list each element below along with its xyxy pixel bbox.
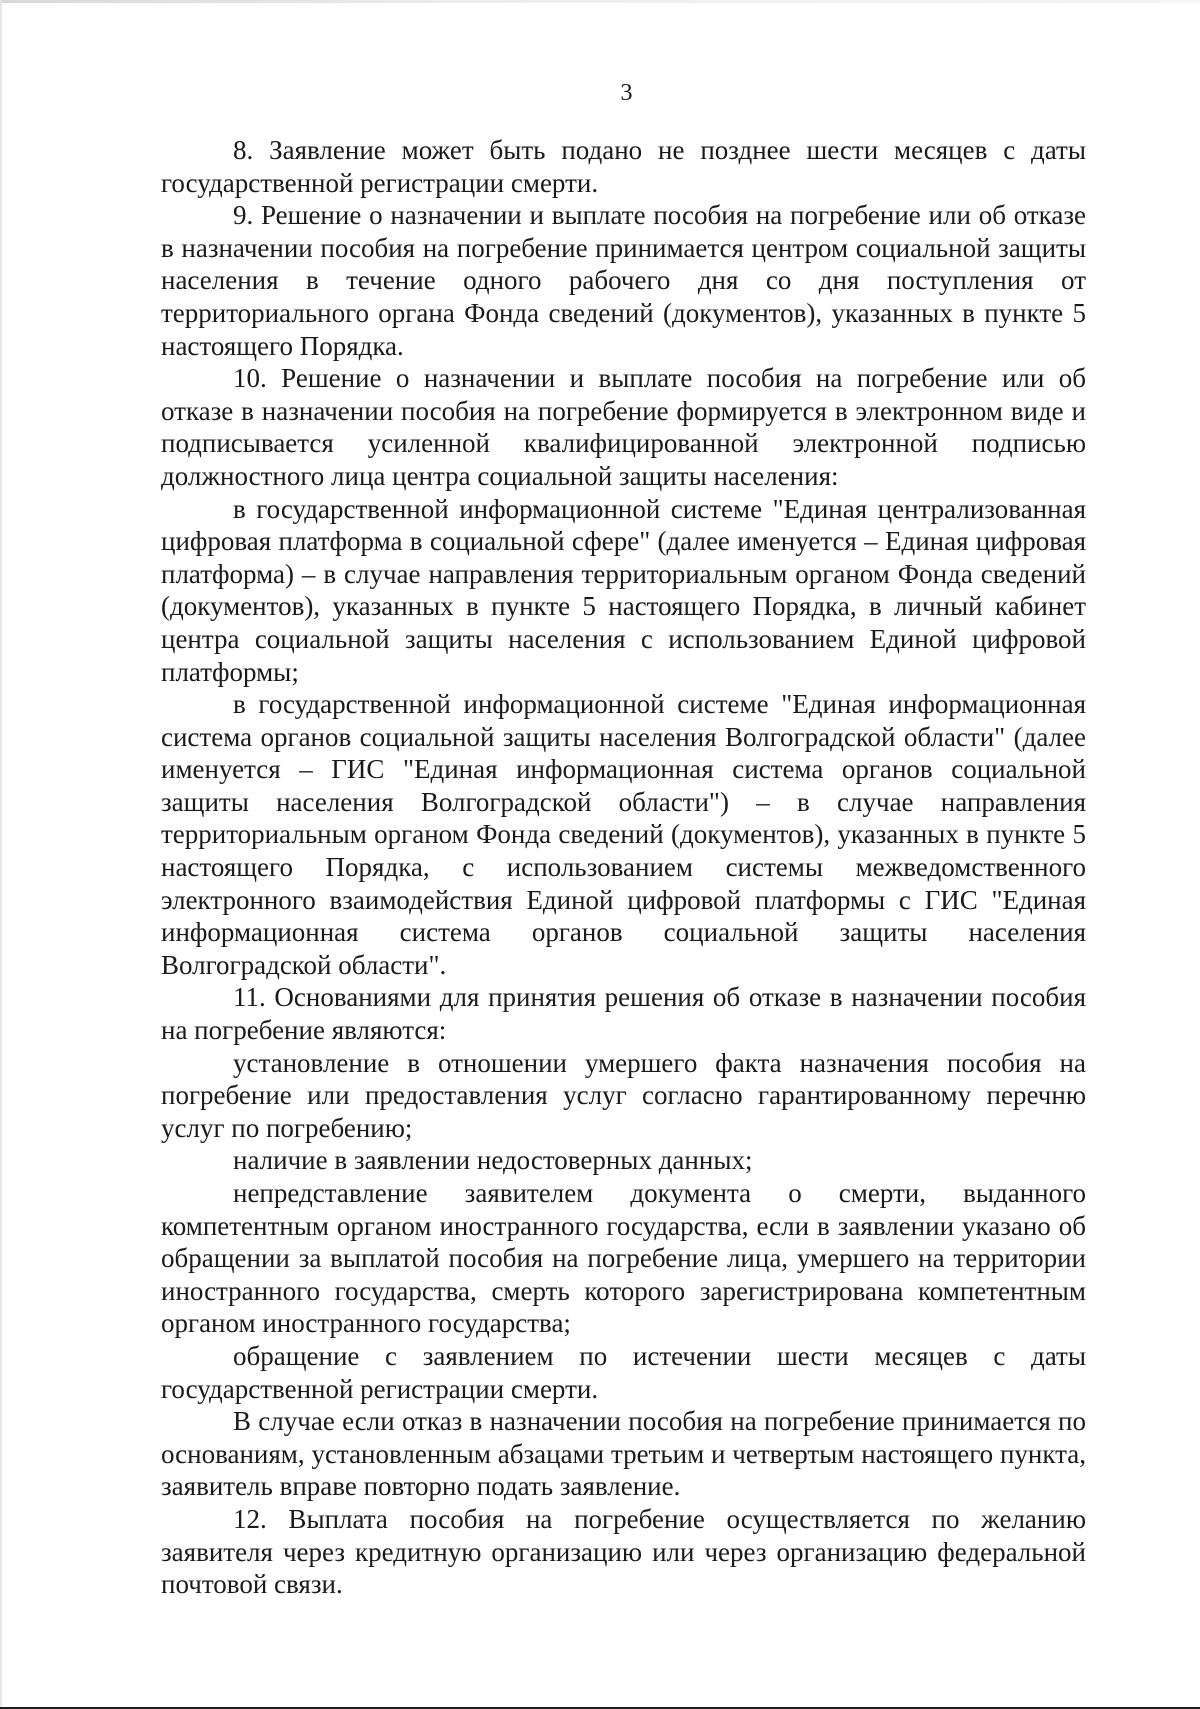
document-body <box>161 134 1086 1601</box>
paragraph-refusal-ground-4: обращение с заявлением по истечении шести месяцев с даты государственной регистрации смерти. <box>161 1340 1086 1404</box>
paragraph-refusal-ground-3: непредставление заявителем документа о смерти, выданного компетентным органом иностранного государства, если в заявлении указано об обращении за выплатой пособия на погребение лица, умершего на территории иностранного государства, смерть которого зарегистрирована компетентным органом иностранного государства; <box>161 1178 1086 1339</box>
paragraph-reapply-note: В случае если отказ в назначении пособия на погребение принимается по основаниям, установленным абзацами третьим и четвертым настоящего пункта, заявитель вправе повторно подать заявление. <box>161 1406 1086 1502</box>
paragraph-item-10: 10. Решение о назначении и выплате пособия на погребение или об отказе в назначении пособия на погребение формируется в электронном виде и подписывается усиленной квалифицированной электронной подписью должностного лица центра социальной защиты населения: <box>161 363 1086 491</box>
paragraph-item-8: 8. Заявление может быть подано не позднее шести месяцев с даты государственной регистрации смерти. <box>161 135 1086 198</box>
paragraph-refusal-ground-2: наличие в заявлении недостоверных данных; <box>233 1145 753 1176</box>
paragraph-item-10-gis: в государственной информационной системе "Единая информационная система органов социальной защиты населения Волгоградской области" (далее именуется – ГИС "Единая информационная система органов социальной защиты населения Волгоградской области") – в случае направления территориальным органом Фонда сведений (документов), указанных в пункте 5 настоящего Порядка, с использованием системы межведомственного электронного взаимодействия Единой цифровой платформы с ГИС "Единая информационная система органов социальной защиты населения Волгоградской области". <box>161 689 1086 980</box>
scan-top-edge <box>0 0 1200 3</box>
paragraph-item-11: 11. Основаниями для принятия решения об отказе в назначении пособия на погребение являются: <box>161 982 1086 1046</box>
paragraph-item-12: 12. Выплата пособия на погребение осуществляется по желанию заявителя через кредитную организацию или через организацию федеральной почтовой связи. <box>161 1503 1086 1600</box>
paragraph-item-10-platform: в государственной информационной системе "Единая централизованная цифровая платформа в социальной сфере" (далее именуется – Единая цифровая платформа) – в случае направления территориальным органом Фонда сведений (документов), указанных в пункте 5 настоящего Порядка, в личный кабинет центра социальной защиты населения с использованием Единой цифровой платформы; <box>161 493 1086 687</box>
scan-left-edge <box>0 0 2 1709</box>
page-number: 3 <box>620 80 633 106</box>
paragraph-item-9: 9. Решение о назначении и выплате пособия на погребение или об отказе в назначении пособия на погребение принимается центром социальной защиты населения в течение одного рабочего дня со дня поступления от территориального органа Фонда сведений (документов), указанных в пункте 5 настоящего Порядка. <box>161 200 1086 361</box>
paragraph-refusal-ground-1: установление в отношении умершего факта назначения пособия на погребение или предоставления услуг согласно гарантированному перечню услуг по погребению; <box>161 1047 1086 1143</box>
